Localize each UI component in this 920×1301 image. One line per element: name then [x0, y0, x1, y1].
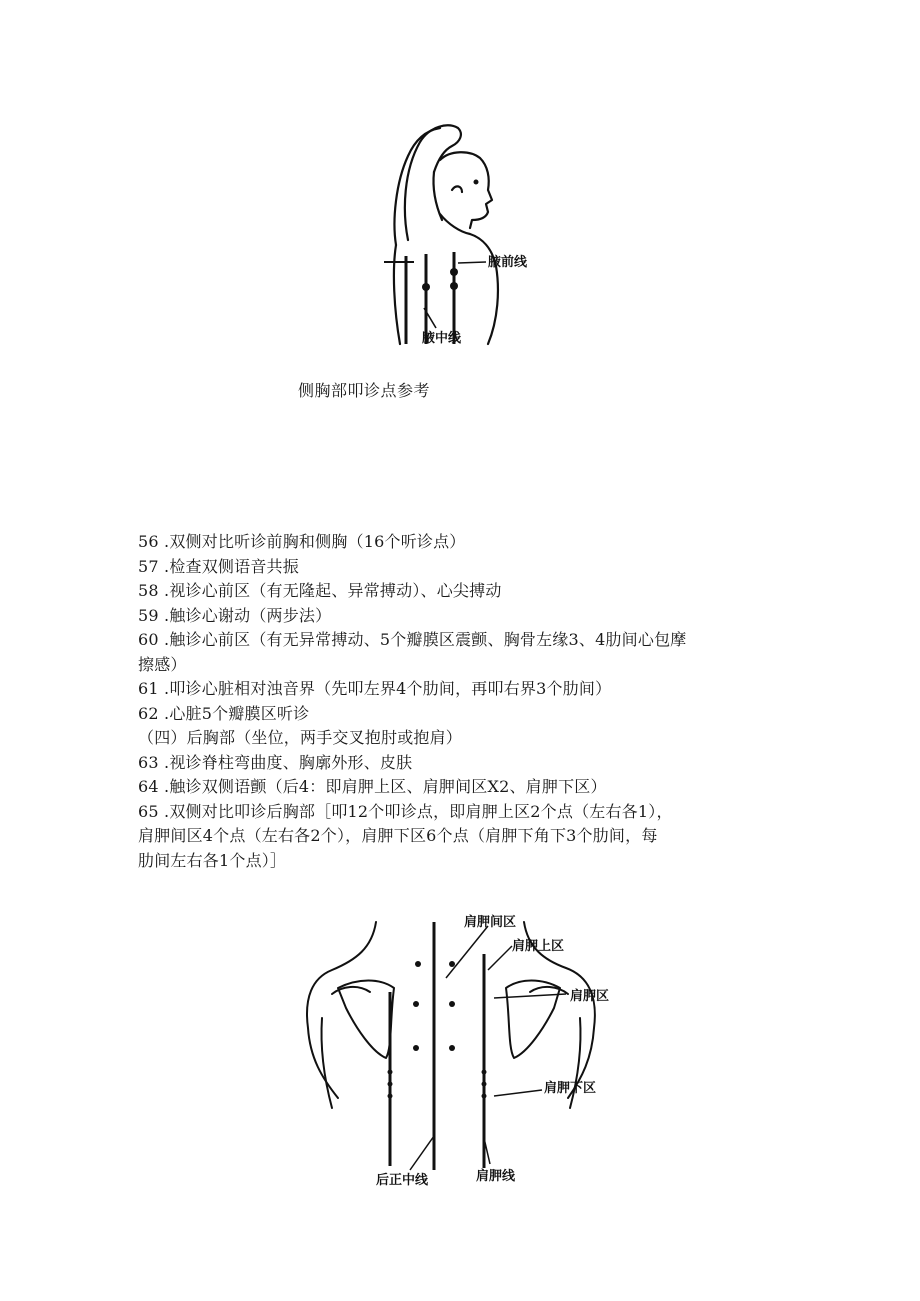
list-item: 59 .触诊心谢动（两步法）	[138, 605, 332, 625]
posterior-chest-figure	[298, 908, 628, 1190]
list-item: 65 .双侧对比叩诊后胸部［叩12个叩诊点，即肩胛上区2个点（左右各1），	[138, 801, 673, 821]
posterior-midline-label: 后正中线	[376, 1173, 429, 1188]
infrascapular-label: 肩胛下区	[544, 1081, 597, 1096]
anterior-axillary-line-label: 腋前线	[488, 255, 528, 270]
scapular-line-label: 肩胛线	[476, 1169, 516, 1184]
figure1-caption: 侧胸部叩诊点参考	[298, 381, 431, 400]
list-item: 62 .心脏5个瓣膜区听诊	[138, 703, 310, 723]
suprascapular-label: 肩胛上区	[512, 939, 565, 954]
lateral-chest-figure	[378, 120, 548, 352]
list-item: 57 .检查双侧语音共振	[138, 556, 299, 576]
list-item: 63 .视诊脊柱弯曲度、胸廓外形、皮肤	[138, 752, 413, 772]
list-item-continuation: 肩胛间区4个点（左右各2个），肩胛下区6个点（肩胛下角下3个肋间，每	[138, 826, 658, 845]
list-item: 56 .双侧对比听诊前胸和侧胸（16个听诊点）	[138, 532, 466, 551]
list-item: 61 .叩诊心脏相对浊音界（先叩左界4个肋间，再叩右界3个肋间）	[138, 679, 612, 698]
list-item: 60 .触诊心前区（有无异常搏动、5个瓣膜区震颤、胸骨左缘3、4肋间心包摩	[138, 630, 687, 649]
list-item: 64 .触诊双侧语颤（后4：即肩胛上区、肩胛间区X2、肩胛下区）	[138, 777, 607, 796]
list-item: 58 .视诊心前区（有无隆起、异常搏动）、心尖搏动	[138, 581, 502, 600]
list-item-continuation: 肋间左右各1个点）］	[138, 850, 287, 870]
list-item-continuation: 擦感）	[138, 654, 187, 674]
scapular-label: 肩胛区	[570, 989, 610, 1004]
mid-axillary-line-label: 腋中线	[422, 331, 462, 346]
interscapular-label: 肩胛间区	[464, 915, 517, 930]
section-heading: （四）后胸部（坐位，两手交叉抱肘或抱肩）	[138, 728, 463, 747]
checklist-text	[138, 530, 798, 873]
